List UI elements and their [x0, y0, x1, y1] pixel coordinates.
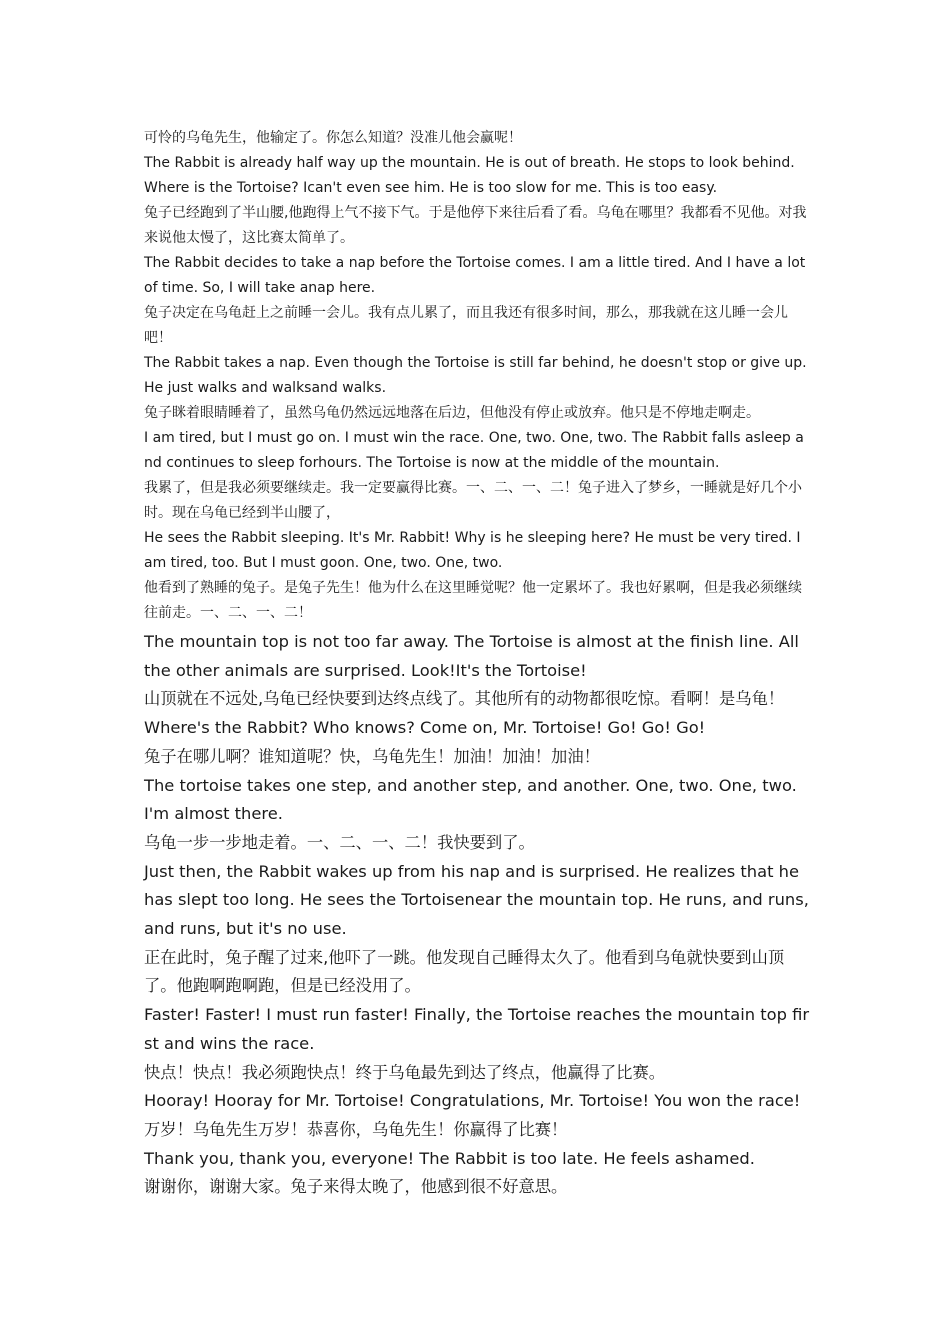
paragraph: 正在此时，兔子醒了过来,他吓了一跳。他发现自己睡得太久了。他看到乌龟就快要到山顶了。他跑啊跑啊跑，但是已经没用了。 — [144, 947, 785, 996]
paragraph: Just then, the Rabbit wakes up from his nap and is surprised. He realizes that he has slept too long. He sees the Tortoisenear the mountain top. He runs, and runs, and runs, but it's no use. — [144, 861, 809, 939]
paragraph: 兔子在哪儿啊？谁知道呢？快，乌龟先生！加油！加油！加油！ — [144, 746, 600, 766]
paragraph: 兔子眯着眼睛睡着了，虽然乌龟仍然远远地落在后边，但他没有停止或放弃。他只是不停地走啊走。 — [144, 405, 760, 421]
paragraph: Where's the Rabbit? Who knows? Come on, Mr. Tortoise! Go! Go! Go! — [144, 718, 706, 738]
paragraph: He sees the Rabbit sleeping. It's Mr. Rabbit! Why is he sleeping here? He must be very tired. I am tired, too. But I must goon. One, two. One, two. — [144, 530, 801, 571]
paragraph: 他看到了熟睡的兔子。是兔子先生！他为什么在这里睡觉呢？他一定累坏了。我也好累啊，但是我必须继续往前走。一、二、一、二！ — [144, 580, 802, 621]
paragraph: I am tired, but I must go on. I must win the race. One, two. One, two. The Rabbit falls asleep and continues to sleep forhours. The Tortoise is now at the middle of the mountain. — [144, 430, 804, 471]
paragraph: 兔子已经跑到了半山腰,他跑得上气不接下气。于是他停下来往后看了看。乌龟在哪里？我都看不见他。对我来说他太慢了，这比赛太简单了。 — [144, 205, 807, 246]
paragraph: 兔子决定在乌龟赶上之前睡一会儿。我有点儿累了，而且我还有很多时间，那么，那我就在这儿睡一会儿吧！ — [144, 305, 788, 346]
paragraph: Hooray! Hooray for Mr. Tortoise! Congratulations, Mr. Tortoise! You won the race! — [144, 1091, 801, 1111]
paragraph: The Rabbit takes a nap. Even though the Tortoise is still far behind, he doesn't stop or give up. He just walks and walksand walks. — [144, 355, 807, 396]
paragraph: 谢谢你，谢谢大家。兔子来得太晚了，他感到很不好意思。 — [144, 1177, 568, 1197]
paragraph: The mountain top is not too far away. The Tortoise is almost at the finish line. All the other animals are surprised. Look!It's the Tortoise! — [144, 632, 799, 680]
paragraph: 万岁！乌龟先生万岁！恭喜你，乌龟先生！你赢得了比赛！ — [144, 1119, 568, 1139]
paragraph: Thank you, thank you, everyone! The Rabbit is too late. He feels ashamed. — [144, 1148, 755, 1168]
paragraph: 山顶就在不远处,乌龟已经快要到达终点线了。其他所有的动物都很吃惊。看啊！是乌龟！ — [144, 689, 785, 709]
paragraph: 乌龟一步一步地走着。一、二、一、二！我快要到了。 — [144, 832, 535, 852]
paragraph: 我累了，但是我必须要继续走。我一定要赢得比赛。一、二、一、二！兔子进入了梦乡，一睡就是好几个小时。现在乌龟已经到半山腰了， — [144, 480, 802, 521]
document-page — [144, 126, 810, 1202]
paragraph: The tortoise takes one step, and another step, and another. One, two. One, two. I'm almost there. — [144, 775, 797, 824]
paragraph: 可怜的乌龟先生，他输定了。你怎么知道？没准儿他会赢呢！ — [144, 130, 522, 146]
paragraph: 快点！快点！我必须跑快点！终于乌龟最先到达了终点，他赢得了比赛。 — [144, 1062, 666, 1082]
paragraph: Faster! Faster! I must run faster! Finally, the Tortoise reaches the mountain top first and wins the race. — [144, 1005, 810, 1053]
paragraph: The Rabbit is already half way up the mountain. He is out of breath. He stops to look behind. Where is the Tortoise? Ican't even see him. He is too slow for me. This is too easy. — [144, 155, 795, 196]
paragraph: The Rabbit decides to take a nap before the Tortoise comes. I am a little tired. And I have a lot of time. So, I will take anap here. — [144, 255, 806, 296]
